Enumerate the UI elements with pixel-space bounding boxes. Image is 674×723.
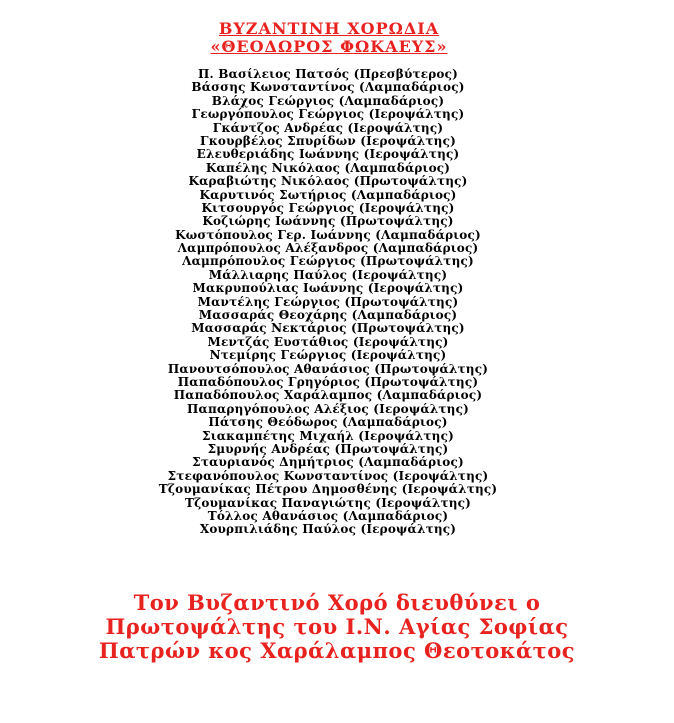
member-item: Κιτσουργός Γεώργιος (Ιεροψάλτης) [201, 200, 455, 215]
member-item: Γεωργόπουλος Γεώργιος (Ιεροψάλτης) [191, 107, 465, 122]
choir-title: ΒΥΖΑΝΤΙΝΗ ΧΟΡΩΔΙΑ [218, 19, 440, 38]
member-item: Μεντζάς Ευστάθιος (Ιεροψάλτης) [207, 334, 449, 349]
member-item: Παπαδόπουλος Χαράλαμπος (Λαμπαδάριος) [173, 388, 483, 403]
member-item: Τόλλος Αθανάσιος (Λαμπαδάριος) [207, 508, 449, 523]
member-item: Καρυτινός Σωτήριος (Λαμπαδάριος) [199, 187, 457, 202]
member-item: Μασσαράς Θεοχάρης (Λαμπαδάριος) [198, 308, 458, 323]
member-item: Μάλλιαρης Παύλος (Ιεροψάλτης) [208, 267, 448, 282]
member-item: Λαμπρόπουλος Γεώργιος (Πρωτοψάλτης) [182, 254, 474, 269]
footer-line-2: Πρωτοψάλτης του Ι.Ν. Αγίας Σοφίας [105, 614, 569, 639]
member-item: Στεφανόπουλος Κωνσταντίνος (Ιεροψάλτης) [167, 468, 489, 483]
members-list [0, 68, 674, 537]
member-item: Κωστόπουλος Γερ. Ιωάννης (Λαμπαδάριος) [175, 227, 481, 242]
member-item: Παπαρηγόπουλος Αλέξιος (Ιεροψάλτης) [187, 401, 469, 416]
member-item: Καπέλης Νικόλαος (Λαμπαδάριος) [205, 160, 451, 175]
member-item: Σιακαμπέτης Μιχαήλ (Ιεροψάλτης) [202, 428, 454, 443]
member-item: Μασσαράς Νεκτάριος (Πρωτοψάλτης) [191, 321, 465, 336]
member-item: Γκουρβέλος Σπυρίδων (Ιεροψάλτης) [199, 133, 456, 148]
member-item: Τζουμανίκας Παναγιώτης (Ιεροψάλτης) [184, 495, 472, 510]
member-item: Ελευθεριάδης Ιωάννης (Ιεροψάλτης) [196, 147, 460, 162]
member-item: Καραβιώτης Νικόλαος (Πρωτοψάλτης) [188, 174, 468, 189]
member-item: Μακρυπούλιας Ιωάννης (Ιεροψάλτης) [192, 281, 464, 296]
member-item: Π. Βασίλειος Πατσός (Πρεσβύτερος) [197, 67, 459, 81]
member-item: Χουρπιλιάδης Παύλος (Ιεροψάλτης) [199, 522, 457, 537]
member-item: Σταυριανός Δημήτριος (Λαμπαδάριος) [192, 455, 464, 470]
member-item: Μαντέλης Γεώργιος (Πρωτοψάλτης) [197, 294, 459, 309]
member-item: Σμυρνής Ανδρέας (Πρωτοψάλτης) [207, 441, 449, 456]
member-item: Βλάχος Γεώργιος (Λαμπαδάριος) [211, 93, 445, 108]
member-item: Πανουτσόπουλος Αθανάσιος (Πρωτοψάλτης) [167, 361, 489, 376]
member-item: Λαμπρόπουλος Αλέξανδρος (Λαμπαδάριος) [177, 241, 479, 256]
member-item: Ντεμίρης Γεώργιος (Ιεροψάλτης) [209, 348, 447, 363]
footer-line-3: Πατρών κος Χαράλαμπος Θεοτοκάτος [98, 638, 576, 663]
member-item: Τζουμανίκας Πέτρου Δημοσθένης (Ιεροψάλτης) [158, 482, 498, 497]
member-item: Βάσσης Κωνσταντίνος (Λαμπαδάριος) [191, 80, 465, 95]
member-item: Πάτσης Θεόδωρος (Λαμπαδάριος) [208, 415, 448, 430]
choir-name: «ΘΕΟΔΩΡΟΣ ΦΩΚΑΕΥΣ» [210, 37, 448, 56]
member-item: Γκάντζος Ανδρέας (Ιεροψάλτης) [212, 120, 444, 135]
member-item: Κοζιώρης Ιωάννης (Πρωτοψάλτης) [202, 214, 454, 229]
footer-line-1: Τον Βυζαντινό Χορό διευθύνει ο [133, 590, 541, 615]
member-item: Παπαδόπουλος Γρηγόριος (Πρωτοψάλτης) [177, 374, 479, 389]
